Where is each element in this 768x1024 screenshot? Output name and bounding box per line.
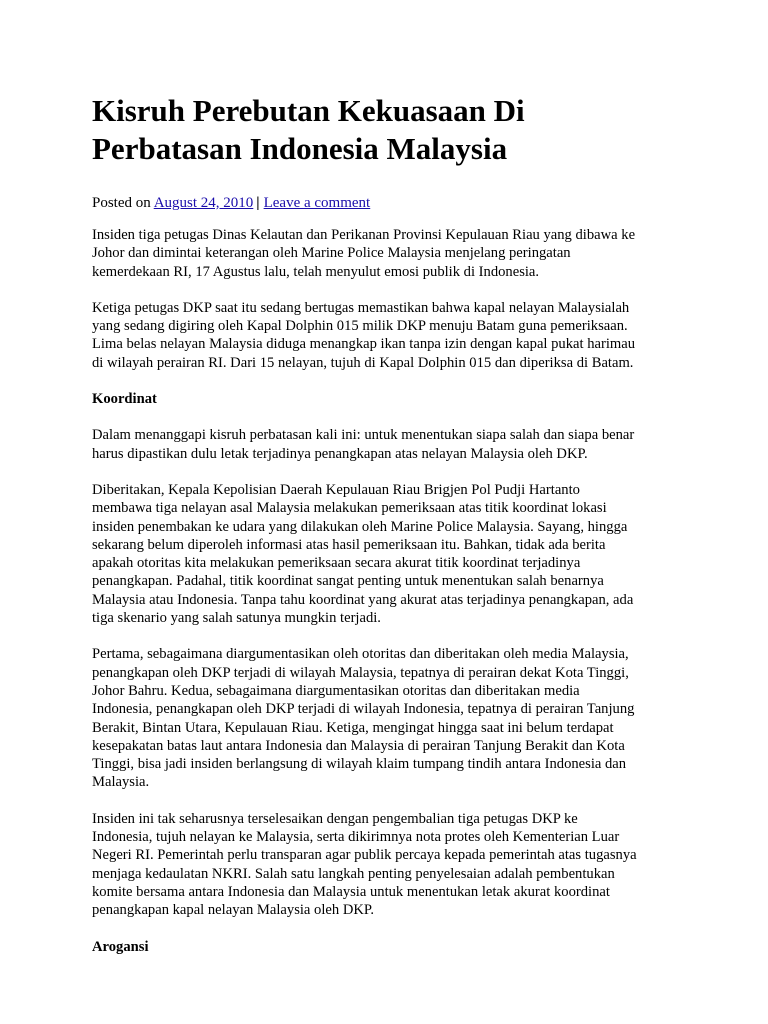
paragraph-line: Pertama, sebagaimana diargumentasikan oleh otoritas dan diberitakan oleh media Malaysia, bbox=[92, 646, 629, 663]
paragraph-line: Johor Bahru. Kedua, sebagaimana diargumentasikan otoritas dan diberitakan media bbox=[92, 682, 580, 699]
paragraph-line: Malaysia. bbox=[92, 774, 150, 791]
paragraph-line: Indonesia, penangkapan oleh DKP terjadi di wilayah Indonesia, tepatnya di perairan Tanjung bbox=[92, 701, 635, 718]
post-meta bbox=[92, 193, 698, 213]
paragraph-line: tiga skenario yang salah satunya mungkin terjadi. bbox=[92, 610, 381, 627]
paragraph-1 bbox=[92, 226, 698, 281]
post-title-line-1: Kisruh Perebutan Kekuasaan Di bbox=[92, 93, 525, 128]
paragraph-line: Diberitakan, Kepala Kepolisian Daerah Kepulauan Riau Brigjen Pol Pudji Hartanto bbox=[92, 481, 580, 498]
paragraph-line: penangkapan oleh DKP terjadi di wilayah Malaysia, tepatnya di perairan dekat Kota Tinggi, bbox=[92, 664, 629, 681]
paragraph-line: Lima belas nelayan Malaysia diduga menangkap ikan tanpa izin dengan kapal pukat harimau bbox=[92, 336, 636, 353]
paragraph-line: Insiden tiga petugas Dinas Kelautan dan Perikanan Provinsi Kepulauan Riau yang dibawa ke bbox=[92, 227, 636, 243]
paragraph-line: Insiden ini tak seharusnya terselesaikan dengan pengembalian tiga petugas DKP ke bbox=[92, 810, 578, 827]
paragraph-line: Ketiga petugas DKP saat itu sedang bertugas memastikan bahwa kapal nelayan Malaysialah bbox=[92, 299, 630, 316]
paragraph-3 bbox=[92, 426, 698, 463]
paragraph-line: di wilayah perairan RI. Dari 15 nelayan, tujuh di Kapal Dolphin 015 dan diperiksa di Batam. bbox=[92, 354, 634, 371]
paragraph-line: yang sedang digiring oleh Kapal Dolphin 015 milik DKP menuju Batam guna pemeriksaan. bbox=[92, 318, 628, 335]
paragraph-line: Dalam menanggapi kisruh perbatasan kali ini: untuk menentukan siapa salah dan siapa benar bbox=[92, 427, 635, 444]
paragraph-line: penangkapan kapal nelayan Malaysia oleh DKP. bbox=[92, 902, 375, 919]
post-title-line-2: Perbatasan Indonesia Malaysia bbox=[92, 131, 508, 166]
post-date-link[interactable]: August 24, 2010 bbox=[153, 195, 254, 211]
paragraph-line: membawa tiga nelayan asal Malaysia melakukan pemeriksaan atas titik koordinat lokasi bbox=[92, 500, 607, 517]
paragraph-line: insiden penembakan ke udara yang dilakukan oleh Marine Police Malaysia. Sayang, hingga bbox=[92, 518, 628, 535]
paragraph-line: sekarang belum diperoleh informasi atas hasil pemeriksaan itu. Bahkan, tidak ada berita bbox=[92, 536, 606, 553]
posted-on-label: Posted on bbox=[92, 195, 151, 211]
paragraph-line: kemerdekaan RI, 17 Agustus lalu, telah menyulut emosi publik di Indonesia. bbox=[92, 263, 540, 280]
paragraph-line: kesepakatan batas laut antara Indonesia dan Malaysia di perairan Tanjung Berakit dan Kota bbox=[92, 737, 625, 754]
paragraph-5 bbox=[92, 645, 698, 791]
meta-separator: | bbox=[256, 195, 260, 211]
paragraph-line: Tinggi, bisa jadi insiden berlangsung di wilayah klaim tumpang tindih antara Indonesia dan bbox=[92, 756, 627, 773]
paragraph-line: harus dipastikan dulu letak terjadinya penangkapan atas nelayan Malaysia oleh DKP. bbox=[92, 445, 588, 462]
paragraph-line: komite bersama antara Indonesia dan Malaysia untuk menentukan letak akurat koordinat bbox=[92, 883, 610, 900]
paragraph-line: Indonesia, tujuh nelayan ke Malaysia, serta dikirimnya nota protes oleh Kementerian Luar bbox=[92, 829, 620, 846]
paragraph-line: apakah otoritas kita melakukan pemeriksaan secara akurat titik koordinat terjadinya bbox=[92, 555, 581, 572]
paragraph-line: Malaysia atau Indonesia. Tanpa tahu koordinat yang akurat atas terjadinya penangkapan, ada bbox=[92, 591, 634, 608]
paragraph-6 bbox=[92, 810, 698, 920]
paragraph-line: Negeri RI. Pemerintah perlu transparan agar publik percaya kepada pemerintah atas tugasnya bbox=[92, 847, 637, 864]
section-heading-aroganasi: Arogansi bbox=[92, 938, 149, 955]
article-body bbox=[92, 226, 698, 956]
section-heading-koordinat: Koordinat bbox=[92, 391, 157, 408]
paragraph-4 bbox=[92, 481, 698, 627]
paragraph-line: Berakit, Bintan Utara, Kepulauan Riau. Ketiga, mengingat hingga saat ini belum terdapat bbox=[92, 719, 614, 736]
paragraph-2 bbox=[92, 299, 698, 372]
paragraph-line: Johor dan dimintai keterangan oleh Marine Police Malaysia menjelang peringatan bbox=[92, 245, 571, 262]
paragraph-line: menjaga kedaulatan NKRI. Salah satu langkah penting penyelesaian adalah pembentukan bbox=[92, 865, 615, 882]
paragraph-line: penangkapan. Padahal, titik koordinat sangat penting untuk menentukan salah benarnya bbox=[92, 573, 604, 590]
leave-comment-link[interactable]: Leave a comment bbox=[263, 195, 371, 211]
post-title bbox=[92, 92, 698, 168]
